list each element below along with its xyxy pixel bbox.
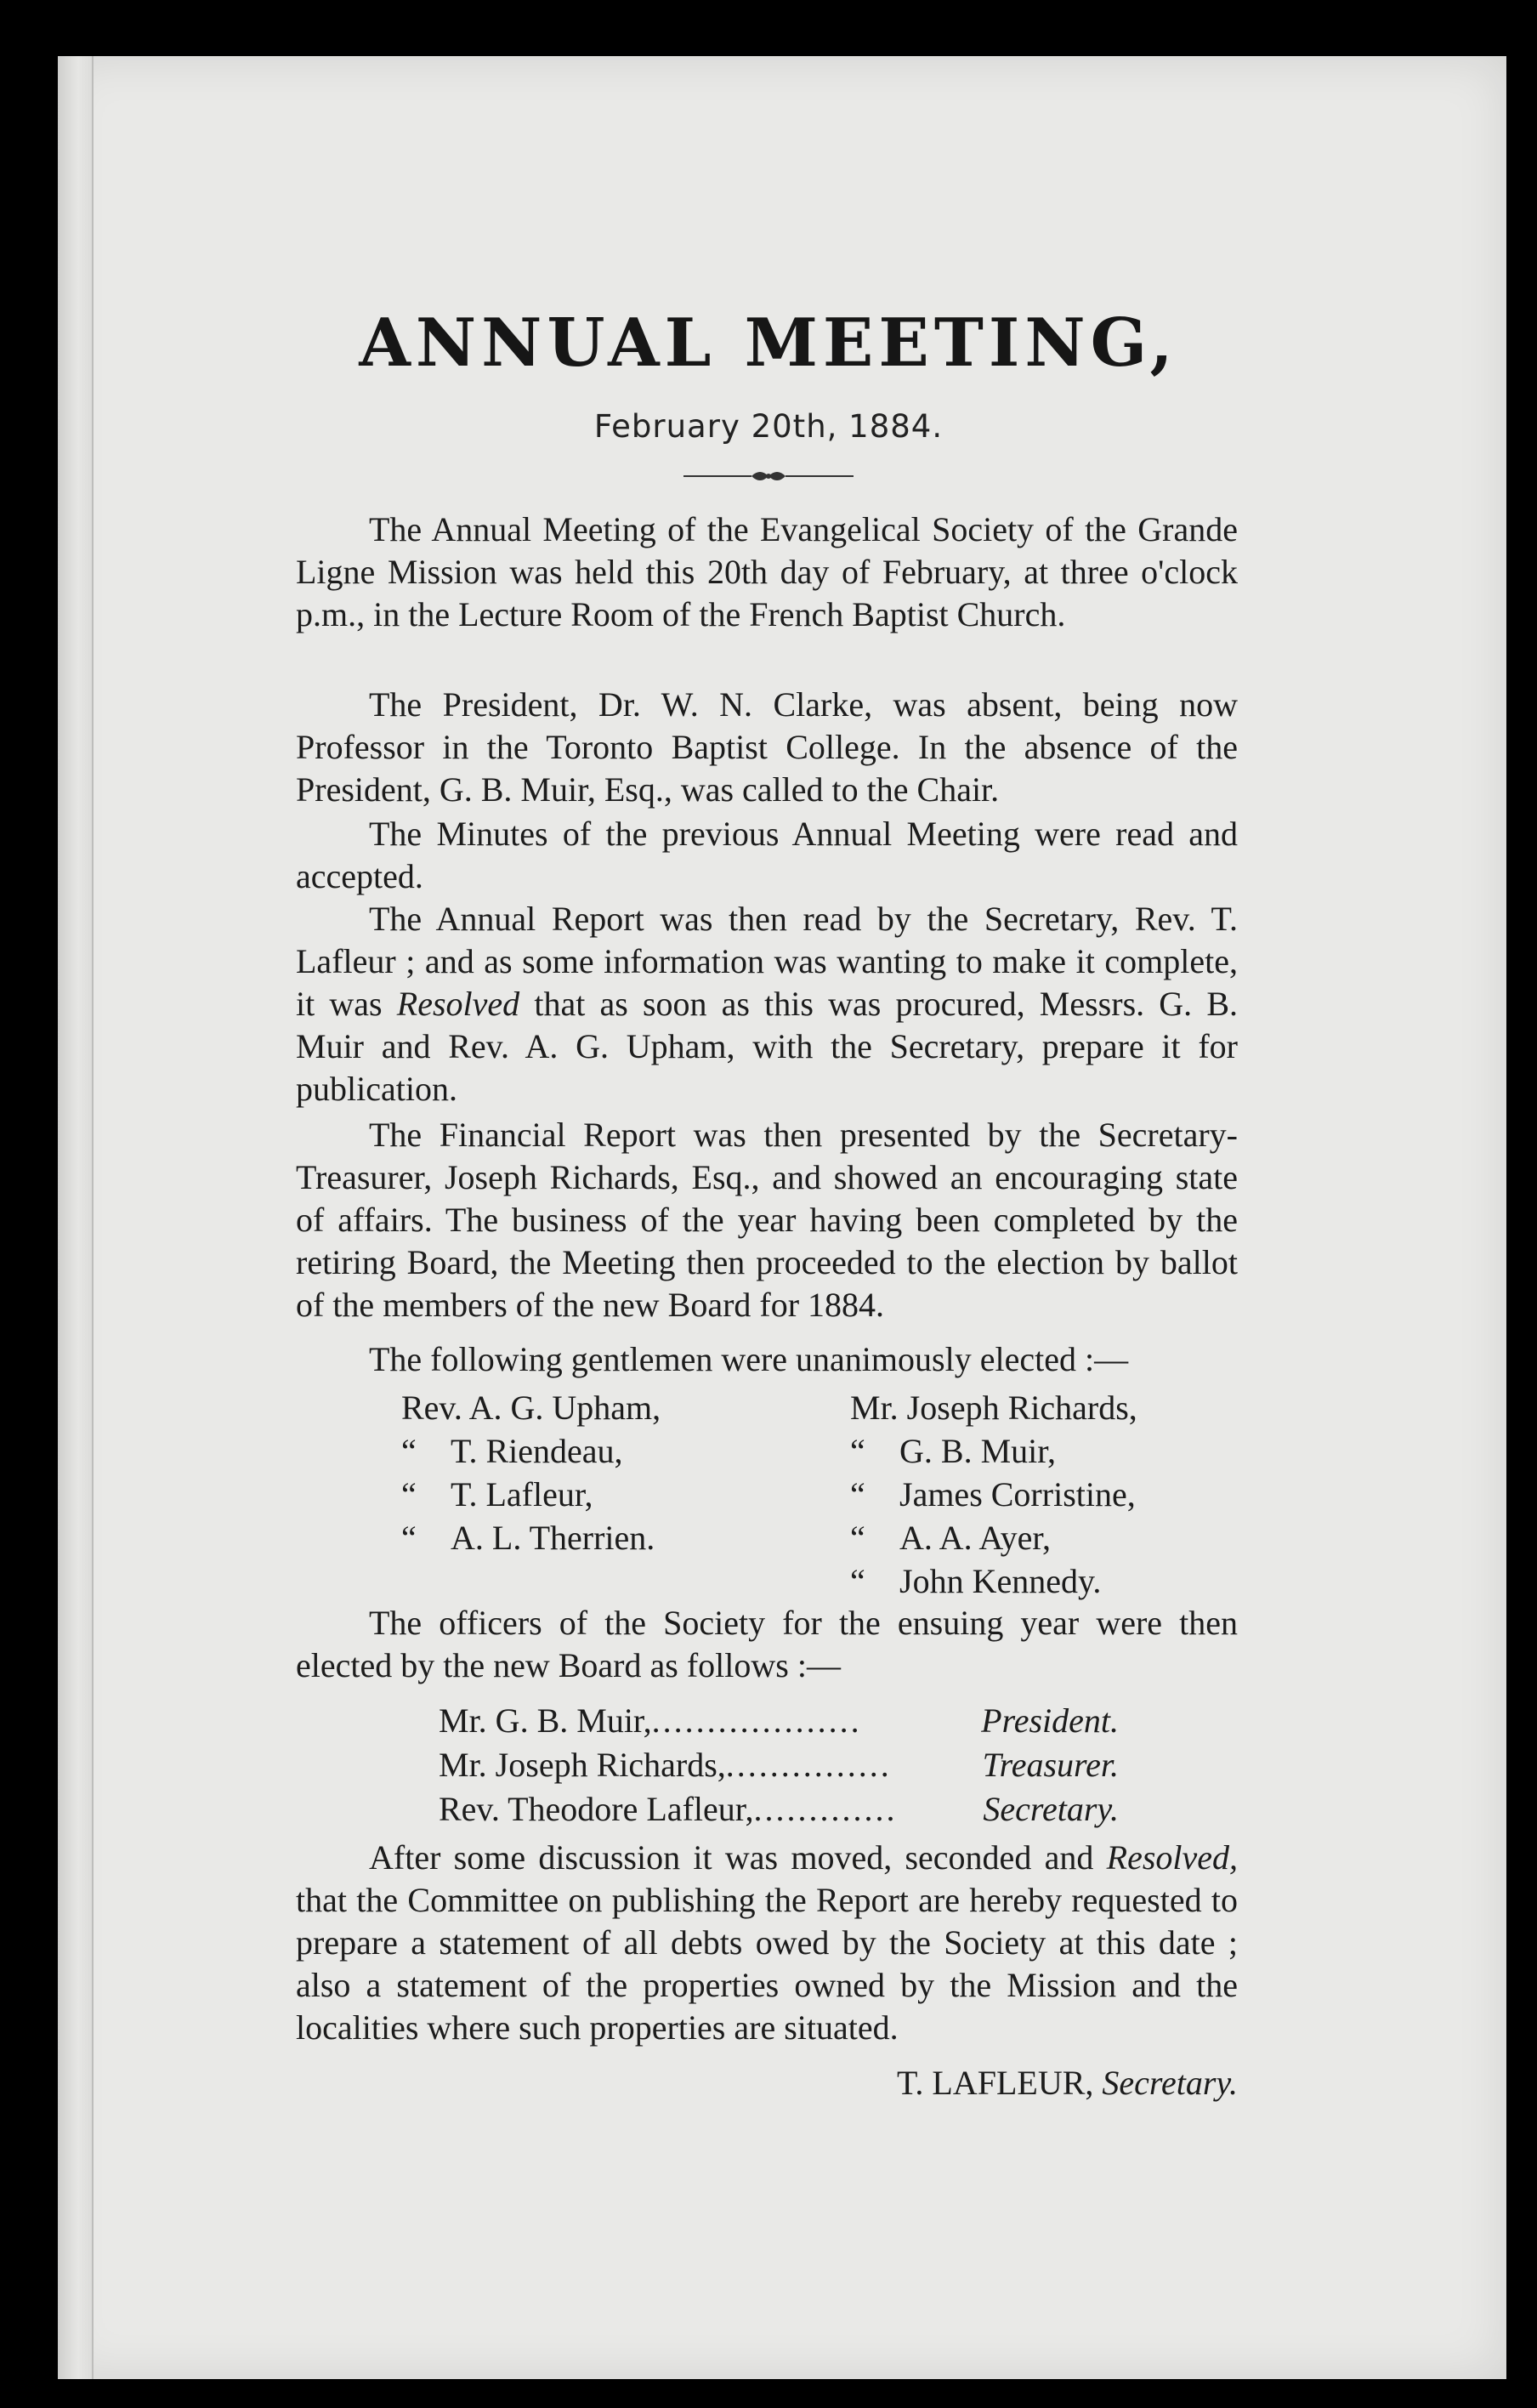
officer-row: Mr. G. B. Muir, ................... President. xyxy=(439,1701,1119,1740)
elected-list-right xyxy=(850,1386,1137,1603)
resolved-emphasis: Resolved xyxy=(396,985,520,1023)
paragraph-elected-intro xyxy=(296,1338,1238,1381)
elected-member: “ G. B. Muir, xyxy=(850,1432,1056,1470)
paragraph-minutes xyxy=(296,813,1238,898)
paragraph-minutes-text: The Minutes of the previous Annual Meeting were read and accepted. xyxy=(296,815,1238,895)
paragraph-resolution-text-2: that the Committee on publishing the Report are hereby requested to prepare a statement of all debts owed by the Society at this date ; also a statement of the properties owned by the Mission and the localities where such properties are situated. xyxy=(296,1881,1238,2047)
resolved-emphasis: Resolved, xyxy=(1106,1838,1239,1877)
elected-member: “ James Corristine, xyxy=(850,1475,1136,1514)
paragraph-opening xyxy=(296,508,1238,636)
elected-member: Mr. Joseph Richards, xyxy=(850,1389,1137,1427)
paragraph-president xyxy=(296,684,1238,811)
paragraph-elected-intro-text: The following gentlemen were unanimously elected :— xyxy=(369,1340,1129,1378)
paragraph-resolution-text: After some discussion it was moved, seconded and xyxy=(369,1838,1094,1877)
page-title: ANNUAL MEETING, xyxy=(359,304,1178,382)
paragraph-officers-intro-text: The officers of the Society for the ensuing year were then elected by the new Board as follows :— xyxy=(296,1604,1238,1684)
officers-list xyxy=(439,1699,1119,1832)
signature xyxy=(897,2063,1238,2103)
paragraph-officers-intro xyxy=(296,1602,1238,1687)
paragraph-annual-report-text: The Annual Report was then read by the Secretary, Rev. T. Lafleur ; and as some information was wanting to make it complete, it was xyxy=(296,900,1238,1023)
elected-member: “ A. L. Therrien. xyxy=(401,1519,655,1557)
paragraph-financial-report xyxy=(296,1114,1238,1326)
binding-gutter xyxy=(58,56,94,2379)
paragraph-resolution xyxy=(296,1837,1238,2049)
paragraph-annual-report xyxy=(296,898,1238,1110)
officer-row: Mr. Joseph Richards, ............... Treasurer. xyxy=(439,1746,1119,1784)
officer-row: Rev. Theodore Lafleur, ............. Secretary. xyxy=(439,1790,1119,1828)
elected-member: “ John Kennedy. xyxy=(850,1562,1102,1600)
paragraph-financial-report-text: The Financial Report was then presented by the Secretary-Treasurer, Joseph Richards, Esq., and showed an encouraging state of affairs. The business of the year having been completed by the retiring Board, the Meeting then proceeded to the election by ballot of the members of the new Board for 1884. xyxy=(296,1116,1238,1324)
signature-name: T. LAFLEUR, xyxy=(896,2064,1094,2102)
elected-list-left xyxy=(401,1386,661,1559)
elected-member: “ T. Lafleur, xyxy=(401,1475,593,1514)
paragraph-annual-report-text-2: that as soon as this was procured, Messrs. G. B. Muir and Rev. A. G. Upham, with the Secretary, prepare it for publication. xyxy=(296,985,1239,1108)
paragraph-opening-text: The Annual Meeting of the Evangelical Society of the Grande Ligne Mission was held this 20th day of February, at three o'clock p.m., in the Lecture Room of the French Baptist Church. xyxy=(296,510,1238,633)
signature-role: Secretary. xyxy=(1102,2064,1238,2102)
paragraph-president-text: The President, Dr. W. N. Clarke, was absent, being now Professor in the Toronto Baptist College. In the absence of the President, G. B. Muir, Esq., was called to the Chair. xyxy=(296,685,1238,809)
ornament-divider xyxy=(683,466,854,486)
meeting-date: February 20th, 1884. xyxy=(593,408,944,445)
elected-member: “ A. A. Ayer, xyxy=(850,1519,1052,1557)
elected-member: Rev. A. G. Upham, xyxy=(401,1389,661,1427)
elected-member: “ T. Riendeau, xyxy=(401,1432,623,1470)
